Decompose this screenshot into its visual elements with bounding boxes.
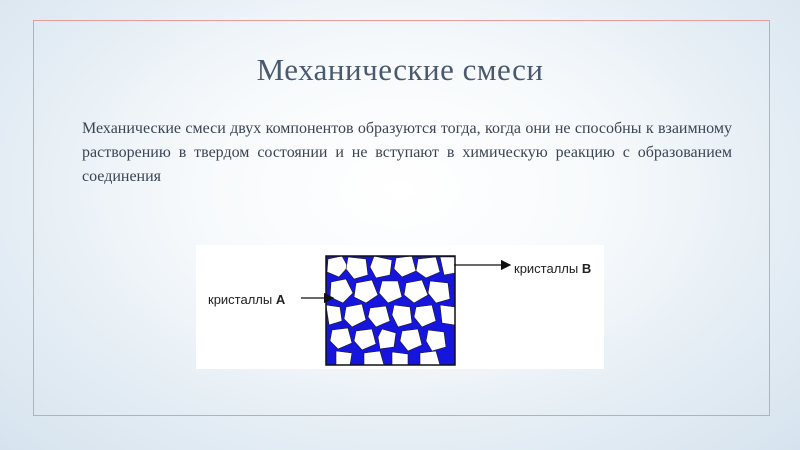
label-crystals-b: кристаллы В (514, 261, 592, 276)
label-crystals-a: кристаллы А (208, 292, 286, 307)
slide-paragraph: Механические смеси двух компонентов образуются тогда, когда они не способны к взаимному растворению в твердом состоянии и не вступают в химическую реакцию с образованием соединения (82, 120, 732, 185)
slide-title: Механические смеси (256, 52, 544, 87)
crystal-mixture-figure (196, 245, 604, 369)
crystal-grains (326, 256, 455, 365)
